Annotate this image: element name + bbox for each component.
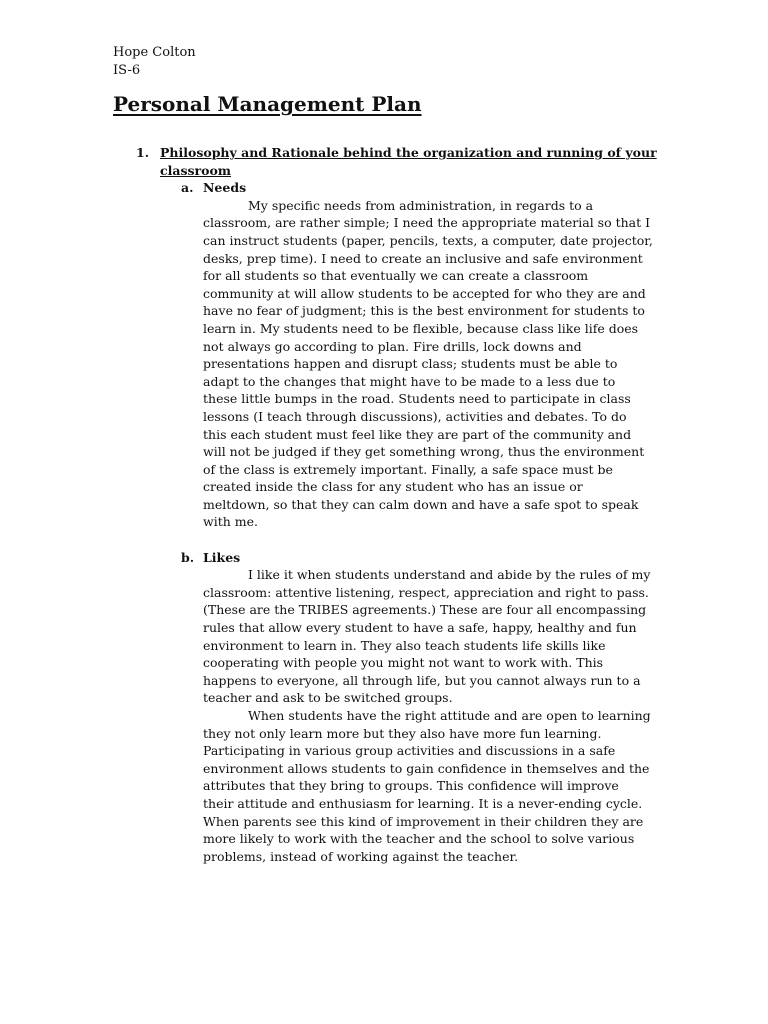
section-title: Philosophy and Rationale behind the organization and running of your classroom bbox=[160, 145, 657, 178]
subsection-heading-likes bbox=[181, 549, 666, 567]
author-name: Hope Colton bbox=[113, 45, 196, 60]
paragraph: When students have the right attitude and are open to learning they not only learn more but they also have more fun learning. Participating in various group activities and discussions in a safe environment allows students to gain confidence in themselves and the attributes that they bring to groups. This confidence will improve their attitude and enthusiasm for learning. It is a never-ending cycle. When parents see this kind of improvement in their children they are more likely to work with the teacher and the school to solve various problems, instead of working against the teacher. bbox=[203, 708, 651, 864]
paragraph: I like it when students understand and abide by the rules of my classroom: attentive listening, respect, appreciation and right to pass. (These are the TRIBES agreements.) These are four all encompassing rules that allow every student to have a safe, happy, healthy and fun environment to learn in. They also teach students life skills like cooperating with people you might not want to work with. This happens to everyone, all through life, but you cannot always run to a teacher and ask to be switched groups. bbox=[203, 567, 651, 706]
subsection-heading-needs bbox=[181, 179, 666, 197]
subsection-letter: b. bbox=[181, 549, 195, 565]
subsection-needs bbox=[181, 179, 666, 531]
subsection-title: Likes bbox=[203, 549, 241, 565]
subsection-letter: a. bbox=[181, 180, 194, 196]
section-number: 1. bbox=[136, 145, 150, 160]
subsection-title: Needs bbox=[203, 180, 247, 196]
paragraph: My specific needs from administration, in regards to a classroom, are rather simple; I need the appropriate material so that I can instruct students (paper, pencils, texts, a computer, date projector, desks, prep time). I need to create an inclusive and safe environment for all students so that eventually we can create a classroom community at will allow students to be accepted for who they are and have no fear of judgment; this is the best environment for students to learn in. My students need to be flexible, because class like life does not always go according to plan. Fire drills, lock downs and presentations happen and disrupt class; students must be able to adapt to the changes that might have to be made to a less due to these little bumps in the road. Students need to participate in class lessons (I teach through discussions), activities and debates. To do this each student must feel like they are part of the community and will not be judged if they get something wrong, thus the environment of the class is extremely important. Finally, a safe space must be created inside the class for any student who has an issue or meltdown, so that they can calm down and have a safe spot to speak with me. bbox=[203, 197, 653, 530]
spacer bbox=[136, 531, 666, 549]
section-heading bbox=[136, 144, 666, 179]
section-philosophy bbox=[136, 144, 666, 865]
subsection-likes bbox=[181, 549, 666, 866]
document-title: Personal Management Plan bbox=[113, 92, 422, 116]
class-code: IS-6 bbox=[113, 63, 141, 78]
